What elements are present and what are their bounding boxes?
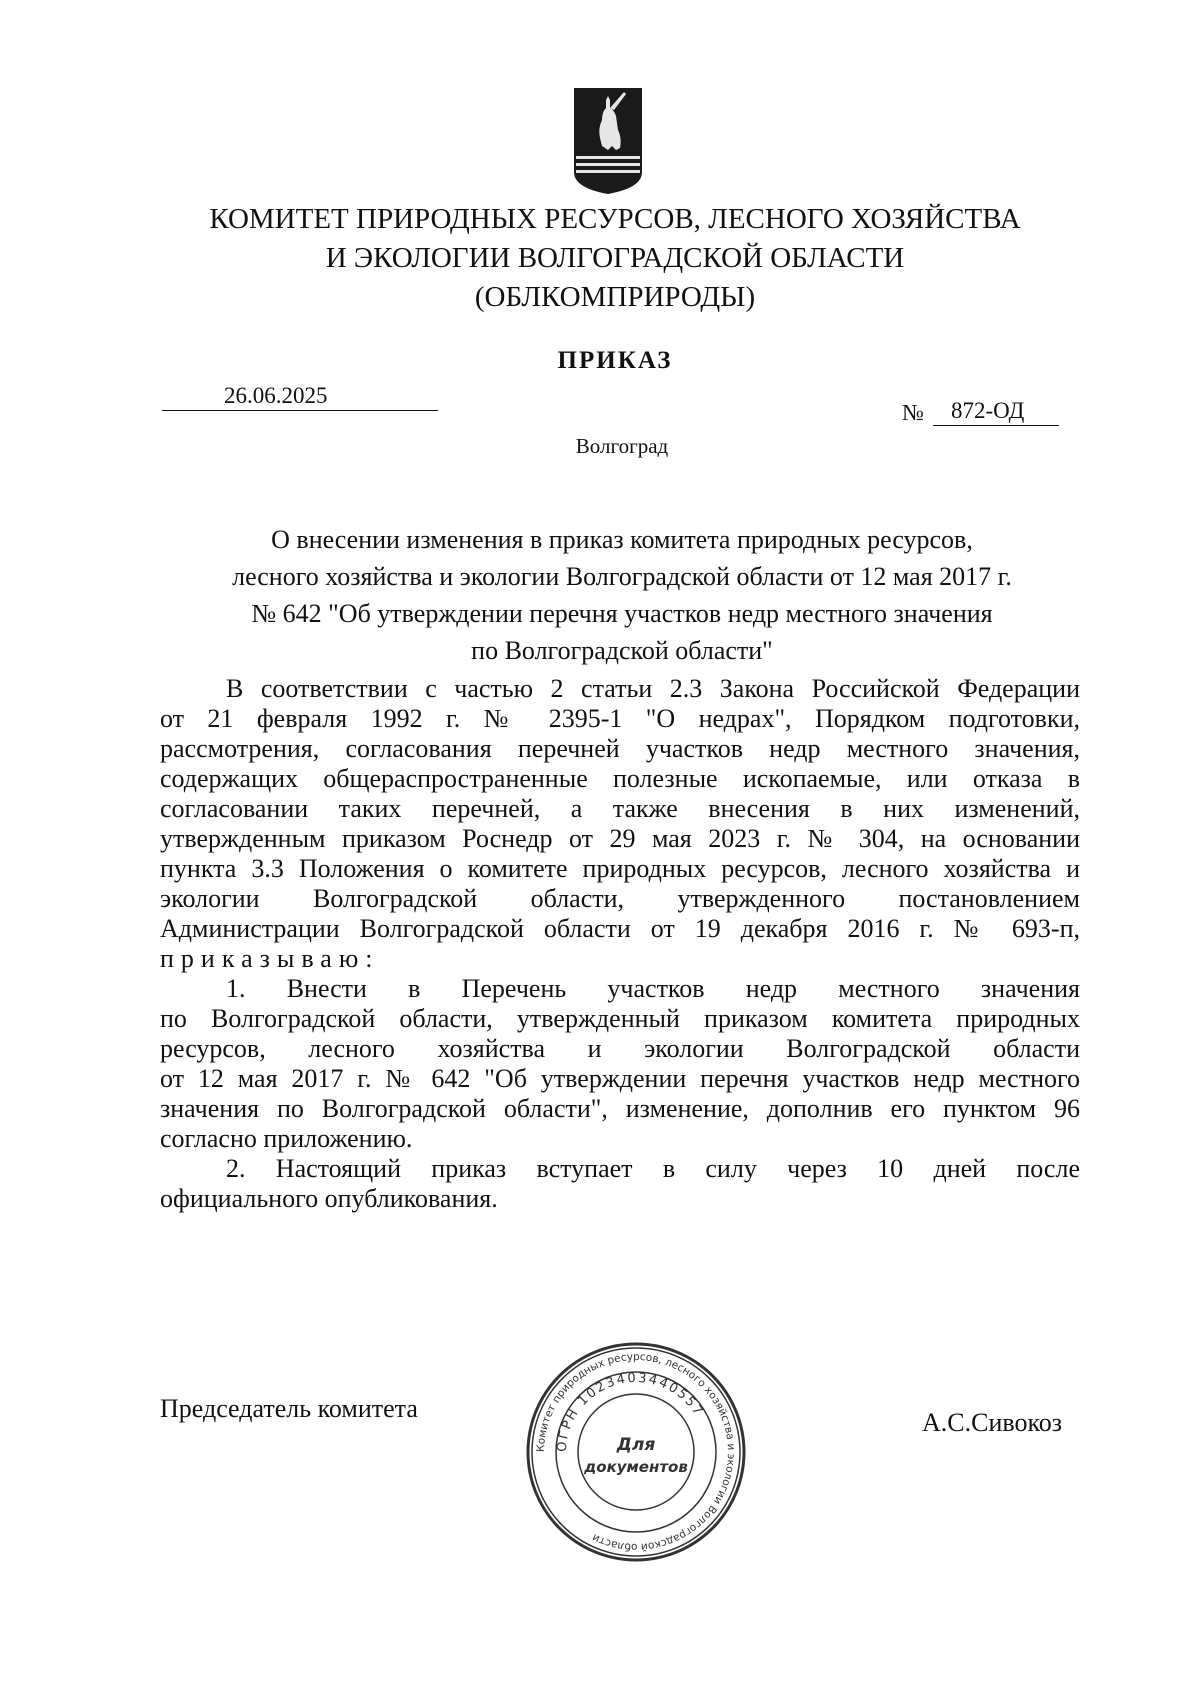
preamble-line: содержащих общераспространенные полезные ископаемые, или отказа в (160, 764, 1080, 793)
order-number: 872-ОД (951, 398, 1025, 423)
item-1-line: согласно приложению. (160, 1124, 413, 1153)
preamble-line: согласовании таких перечней, а также внесения в них изменений, (160, 794, 1080, 823)
item-1-line: ресурсов, лесного хозяйства и экологии Волгоградской области (160, 1034, 1080, 1063)
signatory-position: Председатель комитета (160, 1394, 418, 1423)
item-2-line: официального опубликования. (160, 1184, 498, 1213)
stamp-center-line-1: Для (616, 1435, 656, 1455)
order-date-field (162, 383, 438, 411)
item-1-line: 1. Внести в Перечень участков недр местного значения (226, 974, 1080, 1003)
subject-line: О внесении изменения в приказ комитета природных ресурсов, (271, 525, 973, 554)
stamp-center-line-2: документов (584, 1458, 688, 1476)
item-1-line: по Волгоградской области, утвержденный приказом комитета природных (160, 1004, 1080, 1033)
subject-line: лесного хозяйства и экологии Волгоградской области от 12 мая 2017 г. (232, 562, 1012, 591)
preamble-line: утвержденным приказом Роснедр от 29 мая 2023 г. № 304, на основании (160, 824, 1080, 853)
item-1-line: значения по Волгоградской области", изменение, дополнив его пунктом 96 (160, 1094, 1080, 1123)
official-stamp (522, 1338, 750, 1566)
org-short-name: (ОБЛКОМПРИРОДЫ) (474, 281, 756, 313)
document-type-title: ПРИКАЗ (557, 347, 673, 374)
subject-line: по Волгоградской области" (471, 636, 773, 665)
preamble-line: В соответствии с частью 2 статьи 2.3 Закона Российской Федерации (226, 674, 1080, 703)
subject-line: № 642 "Об утверждении перечня участков недр местного значения (251, 599, 993, 628)
preamble-line: рассмотрения, согласования перечней участков недр местного значения, (160, 734, 1080, 763)
preamble-line: Администрации Волгоградской области от 19 декабря 2016 г. № 693-п, (160, 914, 1080, 943)
preamble-line: от 21 февраля 1992 г. № 2395-1 "О недрах", Порядком подготовки, (160, 704, 1080, 733)
signatory-name: А.С.Сивокоз (922, 1408, 1063, 1437)
item-2-line: 2. Настоящий приказ вступает в силу через 10 дней после (226, 1154, 1080, 1183)
org-name-line-1: КОМИТЕТ ПРИРОДНЫХ РЕСУРСОВ, ЛЕСНОГО ХОЗЯЙСТВА (209, 203, 1021, 235)
order-number-field (933, 398, 1059, 426)
item-1-line: от 12 мая 2017 г. № 642 "Об утверждении перечня участков недр местного (160, 1064, 1080, 1093)
preamble-line: экологии Волгоградской области, утвержденного постановлением (160, 884, 1080, 913)
city: Волгоград (575, 434, 669, 458)
order-word: приказываю: (160, 944, 380, 973)
preamble-line: пункта 3.3 Положения о комитете природных ресурсов, лесного хозяйства и (160, 854, 1080, 883)
number-symbol: № (902, 400, 924, 425)
coat-of-arms-icon (572, 86, 644, 196)
order-date: 26.06.2025 (224, 383, 328, 408)
stamp-id-text: ОГРН 1023403440557 (554, 1370, 707, 1453)
org-name-line-2: И ЭКОЛОГИИ ВОЛГОГРАДСКОЙ ОБЛАСТИ (325, 242, 905, 274)
stamp-outer-text: Комитет природных ресурсов, лесного хозяйства и экологии Волгоградской области (534, 1350, 738, 1554)
